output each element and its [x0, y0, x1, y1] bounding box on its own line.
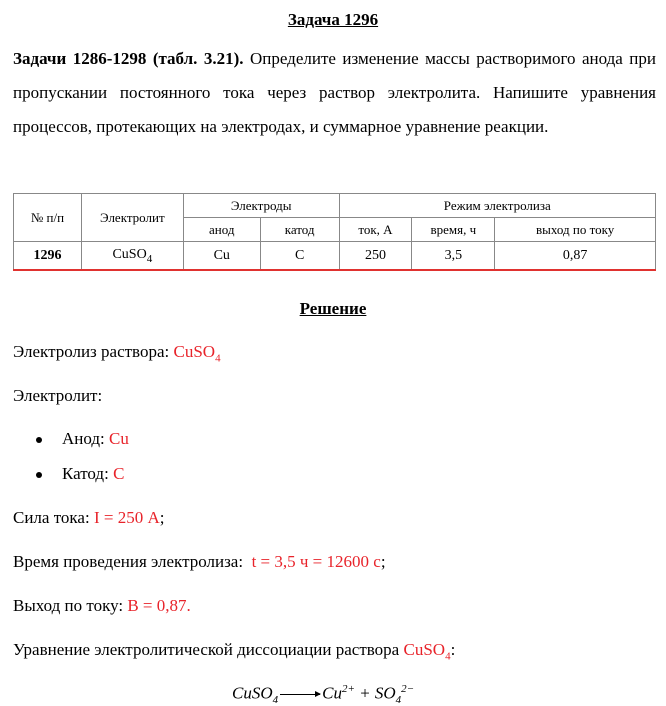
anode-value: Cu [109, 429, 129, 448]
header-cathode: катод [260, 218, 339, 242]
yield-value: В = 0,87. [127, 596, 191, 615]
bullet-icon [36, 437, 42, 443]
dissociation-line: Уравнение электролитической диссоциации раствора CuSO$_4$: [13, 640, 456, 663]
electrolysis-line: Электролиз раствора: CuSO$_4$ [13, 342, 221, 365]
task-reference: Задачи 1286-1298 (табл. 3.21). [13, 49, 244, 68]
header-current: ток, А [339, 218, 412, 242]
arrow-icon [280, 694, 320, 695]
current-line: Сила тока: I = 250 А; [13, 508, 165, 527]
electrolyte-label: Электролит: [13, 386, 103, 405]
dissociation-value: CuSO$_4$ [403, 640, 451, 663]
header-anode: анод [183, 218, 260, 242]
bullet-icon [36, 472, 42, 478]
cell-cathode: C [260, 242, 339, 270]
time-line: Время проведения электролиза: t = 3,5 ч = 12600 с; [13, 552, 386, 571]
anode-line: Анод: Cu [62, 429, 129, 448]
cell-electrolyte: CuSO$_4$ [81, 242, 183, 270]
header-mode: Режим электролиза [339, 194, 655, 218]
table-highlight-underline [13, 269, 656, 271]
header-electrodes: Электроды [183, 194, 339, 218]
cathode-line: Катод: C [62, 464, 125, 483]
dissociation-equation: CuSO$_4$ $Cu^{2+} + SO_4^{2-}$ [232, 683, 415, 706]
cell-anode: Cu [183, 242, 260, 270]
conditions-table [13, 193, 656, 270]
header-time: время, ч [412, 218, 495, 242]
electrolysis-value: CuSO$_4$ [173, 342, 221, 365]
time-value: t = 3,5 ч = 12600 с [251, 552, 381, 571]
current-value: I = 250 А [93, 508, 160, 527]
task-text: Определите изменение массы растворимого анода при пропускании постоянного тока через раствор электролита. Напишите уравнения процессов, протекающих на электродах, и суммарное уравнение реакции. [13, 49, 656, 136]
header-electrolyte: Электролит [81, 194, 183, 242]
cell-time: 3,5 [412, 242, 495, 270]
cell-current: 250 [339, 242, 412, 270]
solution-heading: Решение [299, 299, 367, 318]
cell-yield: 0,87 [495, 242, 656, 270]
cathode-value: C [113, 464, 125, 483]
yield-line: Выход по току: В = 0,87. [13, 596, 191, 615]
problem-title: Задача 1296 [287, 10, 379, 29]
header-num: № п/п [14, 194, 82, 242]
cell-num: 1296 [14, 242, 82, 270]
header-yield: выход по току [495, 218, 656, 242]
task-statement [13, 42, 656, 144]
